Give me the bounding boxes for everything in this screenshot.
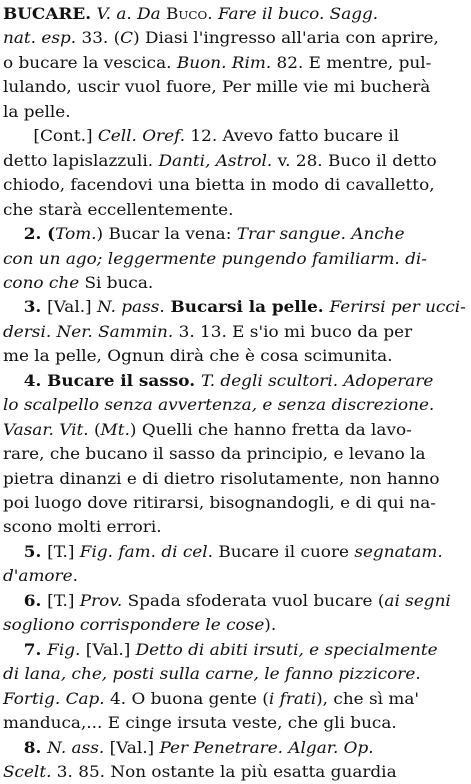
text-segment: ( (88, 420, 101, 439)
text-segment: Fig. (47, 640, 81, 659)
text-segment: Cell. Oref. (97, 127, 186, 146)
text-line (12, 124, 399, 148)
text-segment: Fare il buco. Sagg. (217, 5, 379, 23)
text-line (3, 662, 421, 686)
text-segment: C (120, 29, 134, 48)
text-segment: [Cont.] (12, 127, 98, 146)
text-segment: poi luogo dove ritirarsi, bisognandogli, e di qui na- (3, 494, 436, 512)
text-line (12, 369, 433, 393)
text-segment: . (207, 5, 218, 23)
text-segment: Spada sfoderata vuol bucare ( (122, 591, 385, 610)
text-segment: 8. (12, 737, 48, 757)
text-segment: di lana, che, posti sulla carne, le fanno pizzicore. (3, 665, 421, 684)
text-segment: Trar sangue. Anche (236, 225, 405, 244)
text-segment: 3. (12, 297, 48, 317)
text-segment: me la pelle, Ognun dirà che è cosa scimunita. (3, 347, 393, 366)
text-segment: 33. ( (76, 29, 121, 48)
text-segment: Fortig. Cap. (3, 689, 105, 708)
text-line (3, 2, 378, 26)
text-segment: ) Quelli che hanno fretta da lavo- (129, 420, 412, 439)
text-segment: T. degli scultori. Adoperare (200, 371, 434, 390)
text-segment: Buon. Rim. (176, 53, 272, 72)
text-segment: 3. 13. E s'io mi buco da per (173, 322, 413, 341)
text-segment: Si buca. (79, 273, 154, 292)
text-line (3, 247, 427, 271)
text-line (3, 51, 431, 75)
text-line (3, 393, 434, 417)
text-line (12, 736, 374, 760)
text-segment: lulando, uscir vuol fuore, Per mille vie mi bucherà (3, 78, 431, 97)
text-segment: pietra dinanzi e di dietro risolutamente, non hanno (3, 469, 440, 488)
text-segment: [Val.] (47, 298, 97, 317)
text-segment: scono molti errori. (3, 518, 162, 537)
text-segment: Detto di abiti irsuti, e specialmente (135, 640, 438, 659)
text-line (3, 26, 439, 50)
text-line (3, 149, 437, 173)
text-segment: ) Diasi l'ingresso all'aria con aprire, (133, 29, 439, 48)
text-segment: 5. (12, 541, 48, 561)
text-segment: v. 28. Buco il detto (272, 151, 437, 170)
text-line (3, 442, 426, 466)
text-segment: segnatam. (354, 542, 443, 561)
text-segment: Vasar. Vit. (3, 420, 89, 439)
text-segment: Per Penetrare. Algar. Op. (159, 738, 374, 757)
text-segment: ), che sì ma' (316, 689, 420, 708)
text-segment: Prov. (79, 591, 123, 610)
text-line (3, 467, 440, 491)
text-segment: manduca,... E cinge irsuta veste, che gli buca. (3, 714, 397, 733)
text-segment: N. ass. (47, 738, 105, 757)
text-line (3, 515, 162, 539)
text-line (12, 589, 451, 613)
text-line (12, 540, 443, 564)
text-segment: [T.] (47, 542, 80, 561)
text-segment: BUCARE. (3, 4, 92, 23)
text-line (3, 687, 419, 711)
text-segment: Tom. (55, 225, 97, 244)
text-segment: 7. (12, 639, 48, 659)
text-line (3, 613, 276, 637)
text-segment: Ferirsi per ucci- (329, 298, 466, 317)
text-line (3, 760, 397, 784)
text-segment: chiodo, facendovi una bietta in modo di cavalletto, (3, 176, 435, 195)
text-segment: N. pass. (96, 298, 165, 317)
text-line (3, 100, 71, 124)
text-segment: ). (264, 616, 277, 635)
text-line (3, 271, 153, 295)
text-segment: 2. ( (12, 224, 56, 244)
text-line (3, 564, 78, 588)
text-segment: V. a. Da (91, 5, 167, 23)
text-segment: Scelt. (3, 762, 52, 781)
text-segment: Bucarsi la pelle. (164, 297, 330, 317)
text-segment: [Val.] (80, 640, 136, 659)
text-line (12, 295, 466, 319)
text-segment: lo scalpello senza avvertenza, e senza discrezione. (3, 396, 435, 415)
text-line (3, 173, 435, 197)
text-segment: Bucare il cuore (212, 542, 355, 561)
text-segment: 12. Avevo fatto bucare il (185, 127, 400, 146)
text-segment: 82. E mentre, pul- (271, 53, 432, 72)
text-segment: nat. esp. (3, 29, 77, 48)
text-line (3, 711, 397, 735)
text-segment: [Val.] (104, 738, 160, 757)
text-segment: con un ago; leggermente pungendo familiarm. di- (3, 249, 427, 268)
text-segment: la pelle. (3, 102, 71, 121)
text-segment: Mt. (100, 420, 130, 439)
text-segment: 3. 85. Non ostante la più esatta guardia (51, 762, 397, 781)
text-line (3, 75, 430, 99)
text-segment: ai segni (384, 591, 451, 610)
text-segment: Buco (166, 5, 208, 23)
text-line (12, 222, 405, 246)
text-line (12, 638, 438, 662)
text-segment: [T.] (47, 591, 80, 610)
text-segment: 4. O buona gente ( (104, 689, 269, 708)
text-segment: che starà eccellentemente. (3, 200, 234, 219)
text-segment: 4. Bucare il sasso. (12, 370, 201, 390)
text-segment: Fig. fam. di cel. (79, 542, 213, 561)
text-segment: sogliono corrispondere le cose (3, 616, 265, 635)
text-line (3, 418, 412, 442)
text-segment: rare, che bucano il sasso da principio, e levano la (3, 445, 426, 464)
text-line (3, 491, 436, 515)
text-segment: 6. (12, 590, 48, 610)
text-segment: ) Bucar la vena: (96, 225, 237, 244)
text-segment: cono che (3, 273, 80, 292)
text-line (3, 344, 393, 368)
text-segment: o bucare la vescica. (3, 53, 177, 72)
text-line (3, 198, 233, 222)
text-segment: dersi. Ner. Sammin. (3, 322, 174, 341)
text-segment: d'amore. (3, 567, 78, 586)
text-segment: detto lapislazzuli. (3, 151, 159, 170)
text-segment: Danti, Astrol. (158, 151, 273, 170)
text-line (3, 320, 412, 344)
text-segment: i frati (268, 689, 317, 708)
